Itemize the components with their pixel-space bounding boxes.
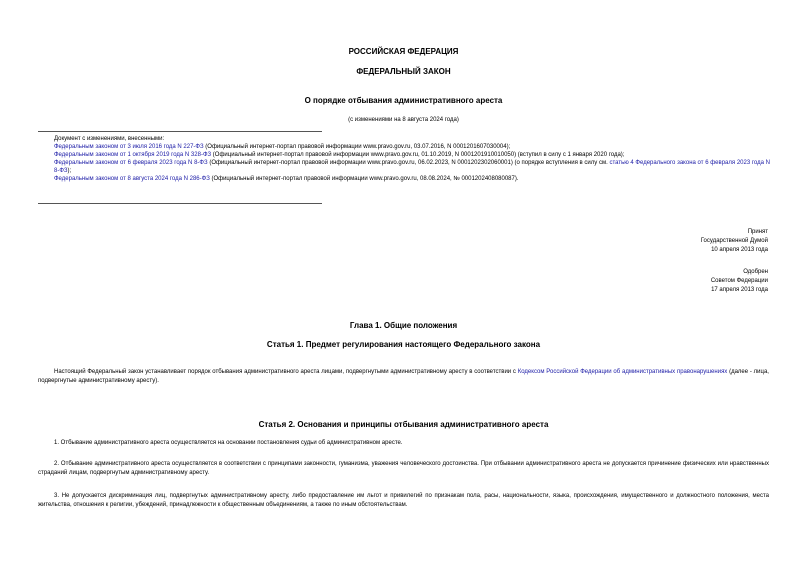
approved-by: Советом Федерации [710,278,768,284]
change-link-286fz[interactable]: Федеральным законом от 8 августа 2024 года N 286-ФЗ [54,176,210,182]
approved-label: Одобрен [743,269,768,275]
article1-title: Статья 1. Предмет регулирования настоящего Федерального закона [266,340,541,349]
article2-paragraph-3 [38,492,769,510]
change-item-text: (Официальный интернет-портал правовой информации www.pravo.gov.ru, 08.08.2024, № 0001202408080087). [209,176,519,182]
article1-text-b: (далее - лица, подвергнутые административному аресту). [38,369,769,384]
change-item [38,175,770,183]
country-heading: РОССИЙСКАЯ ФЕДЕРАЦИЯ [348,47,459,56]
change-item-text: (Официальный интернет-портал правовой информации www.pravo.gov.ru, 01.10.2019, N 0001201910010050) (вступил в силу с 1 января 2020 года); [211,152,625,158]
doc-type-heading: ФЕДЕРАЛЬНЫЙ ЗАКОН [356,67,451,76]
changes-intro: Документ с изменениями, внесенными: [54,136,165,142]
changes-bottom-rule [38,203,322,204]
article2-p1-text: 1. Отбывание административного ареста осуществляется на основании постановления судьи об административном аресте. [54,440,403,446]
approved-date: 17 апреля 2013 года [711,287,768,293]
accepted-date: 10 апреля 2013 года [711,247,768,253]
change-item [38,159,770,175]
change-link-328fz[interactable]: Федеральным законом от 1 октября 2019 года N 328-ФЗ [54,152,212,158]
change-item-text: (Официальный интернет-портал правовой информации www.pravo.gov.ru, 03.07.2016, N 0001201607030004); [203,144,511,150]
change-item-text-tail: ); [67,168,72,174]
change-link-227fz[interactable]: Федеральным законом от 3 июля 2016 года N 227-ФЗ [54,144,204,150]
changes-top-rule [38,131,322,132]
chapter-title: Глава 1. Общие положения [349,321,458,330]
article1-text-a: Настоящий Федеральный закон устанавливает порядок отбывания административного ареста лицами, подвергнутыми административному аресту в соответствии с [54,369,518,375]
adoption-council [711,268,768,295]
revision-note: (с изменениями на 8 августа 2024 года) [348,117,459,123]
law-title: О порядке отбывания административного ареста [304,96,503,105]
change-item [38,143,770,151]
article2-p2-text: 2. Отбывание административного ареста осуществляется в соответствии с принципами законности, гуманизма, уважения человеческого достоинства. При отбывании административного ареста не допускается причинение физических или нравственных страданий лицам, подвергнутым административному аресту. [38,461,769,476]
changes-block [38,135,770,183]
adoption-duma [701,228,768,255]
article2-p3-text: 3. Не допускается дискриминация лиц, подвергнутых административному аресту, либо предоставление им льгот и привилегий по признакам пола, расы, национальности, языка, происхождения, имущественного и должностного положения, места жительства, отношения к религии, убеждений, принадлежности к общественным объединениям, а также по иным обстоятельствам. [38,493,769,508]
koap-link[interactable]: Кодексом Российской Федерации об административных правонарушениях [517,369,728,375]
article4-link[interactable]: статью 4 Федерального закона от 6 февраля 2023 года N 8-ФЗ [54,160,770,174]
change-item-text: (Официальный интернет-портал правовой информации www.pravo.gov.ru, 06.02.2023, N 0001202302060001) (о порядке вступления в силу см. [207,160,610,166]
article2-paragraph-1 [38,439,769,448]
article2-title: Статья 2. Основания и принципы отбывания административного ареста [258,420,549,429]
accepted-by: Государственной Думой [700,238,768,244]
change-item [38,151,770,159]
change-link-8fz[interactable]: Федеральным законом от 6 февраля 2023 года N 8-ФЗ [54,160,208,166]
article2-paragraph-2 [38,460,769,478]
article1-text [38,368,769,386]
accepted-label: Принят [747,229,768,235]
